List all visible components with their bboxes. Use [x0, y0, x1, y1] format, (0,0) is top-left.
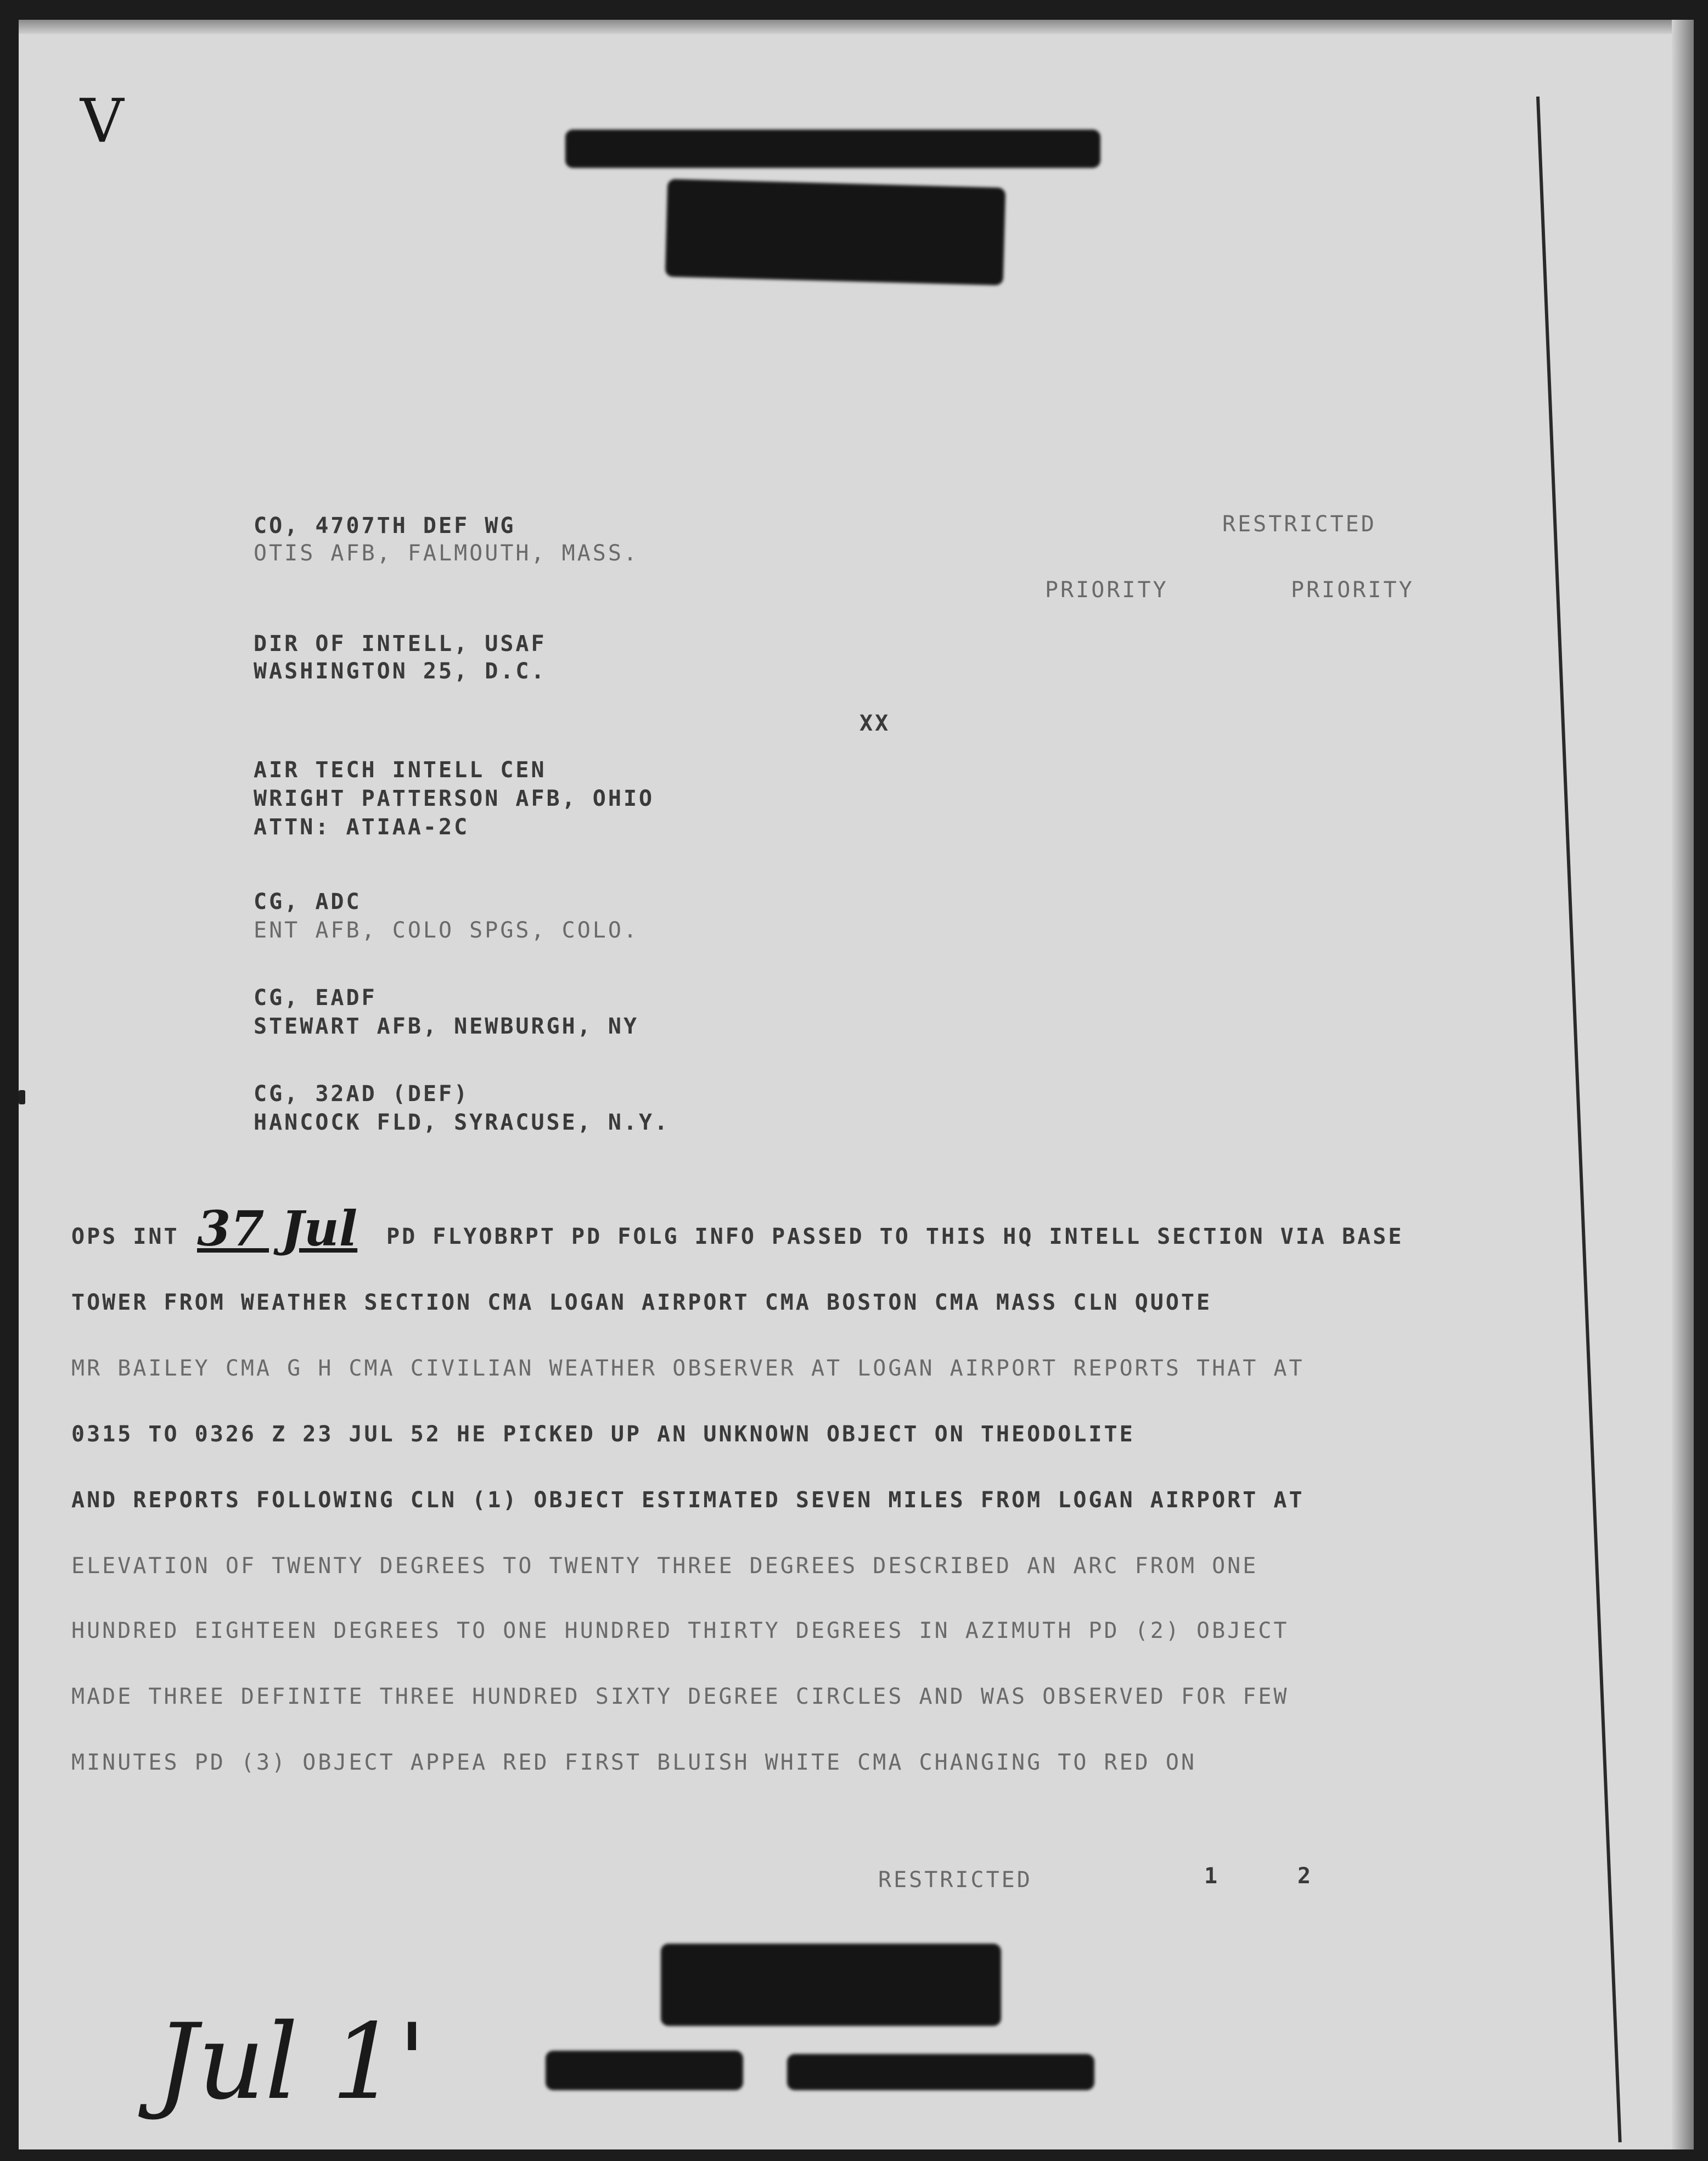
- photo-border-top: [19, 20, 1694, 34]
- classification-bottom: RESTRICTED: [878, 1867, 1032, 1893]
- handwritten-note: Jul 1': [156, 2001, 426, 2123]
- redaction-bar: [565, 130, 1100, 168]
- from-line: CO, 4707TH DEF WG: [254, 513, 516, 538]
- addressee-line: CG, ADC: [254, 889, 362, 914]
- redaction-bar: [546, 2051, 743, 2090]
- addressee-line: AIR TECH INTELL CEN: [254, 757, 547, 783]
- body-line: MINUTES PD (3) OBJECT APPEA RED FIRST BLUISH WHITE CMA CHANGING TO RED ON: [71, 1750, 1196, 1775]
- corner-checkmark: V: [80, 86, 124, 156]
- priority-label: PRIORITY: [1045, 577, 1168, 603]
- page-number: 2: [1297, 1863, 1313, 1889]
- priority-label: PRIORITY: [1291, 577, 1414, 603]
- addressee-line: CG, 32AD (DEF): [254, 1081, 470, 1107]
- redaction-bar: [661, 1944, 1001, 2026]
- addressee-line: WASHINGTON 25, D.C.: [254, 659, 547, 684]
- body-line: HUNDRED EIGHTEEN DEGREES TO ONE HUNDRED THIRTY DEGREES IN AZIMUTH PD (2) OBJECT: [71, 1618, 1289, 1643]
- handwritten-date: 37 Jul: [197, 1200, 358, 1257]
- xx-mark: XX: [859, 711, 891, 736]
- page-number: 1: [1204, 1863, 1220, 1889]
- body-line: MR BAILEY CMA G H CMA CIVILIAN WEATHER OBSERVER AT LOGAN AIRPORT REPORTS THAT AT: [71, 1356, 1305, 1381]
- addressee-line: DIR OF INTELL, USAF: [254, 631, 547, 656]
- addressee-line: HANCOCK FLD, SYRACUSE, N.Y.: [254, 1110, 670, 1135]
- addressee-line: ATTN: ATIAA-2C: [254, 815, 470, 840]
- body-line-prefix: OPS INT: [71, 1224, 179, 1249]
- addressee-line: WRIGHT PATTERSON AFB, OHIO: [254, 786, 655, 811]
- body-line: MADE THREE DEFINITE THREE HUNDRED SIXTY DEGREE CIRCLES AND WAS OBSERVED FOR FEW: [71, 1684, 1289, 1709]
- redaction-bar: [665, 179, 1005, 285]
- addressee-line: ENT AFB, COLO SPGS, COLO.: [254, 918, 639, 943]
- body-line: 0315 TO 0326 Z 23 JUL 52 HE PICKED UP AN UNKNOWN OBJECT ON THEODOLITE: [71, 1422, 1135, 1447]
- addressee-line: STEWART AFB, NEWBURGH, NY: [254, 1014, 639, 1039]
- addressee-line: CG, EADF: [254, 985, 377, 1011]
- body-line: PD FLYOBRPT PD FOLG INFO PASSED TO THIS HQ INTELL SECTION VIA BASE: [386, 1224, 1404, 1249]
- body-line: AND REPORTS FOLLOWING CLN (1) OBJECT ESTIMATED SEVEN MILES FROM LOGAN AIRPORT AT: [71, 1488, 1305, 1513]
- redaction-bar: [787, 2054, 1094, 2090]
- classification-top: RESTRICTED: [1222, 512, 1376, 537]
- margin-rule-line: [1536, 97, 1622, 2142]
- document-page: [19, 20, 1694, 2149]
- body-line: ELEVATION OF TWENTY DEGREES TO TWENTY THREE DEGREES DESCRIBED AN ARC FROM ONE: [71, 1553, 1258, 1579]
- photo-border-right: [1672, 20, 1694, 2149]
- body-line: TOWER FROM WEATHER SECTION CMA LOGAN AIRPORT CMA BOSTON CMA MASS CLN QUOTE: [71, 1290, 1212, 1315]
- binder-hole-mark: [19, 1090, 25, 1104]
- from-line: OTIS AFB, FALMOUTH, MASS.: [254, 541, 639, 566]
